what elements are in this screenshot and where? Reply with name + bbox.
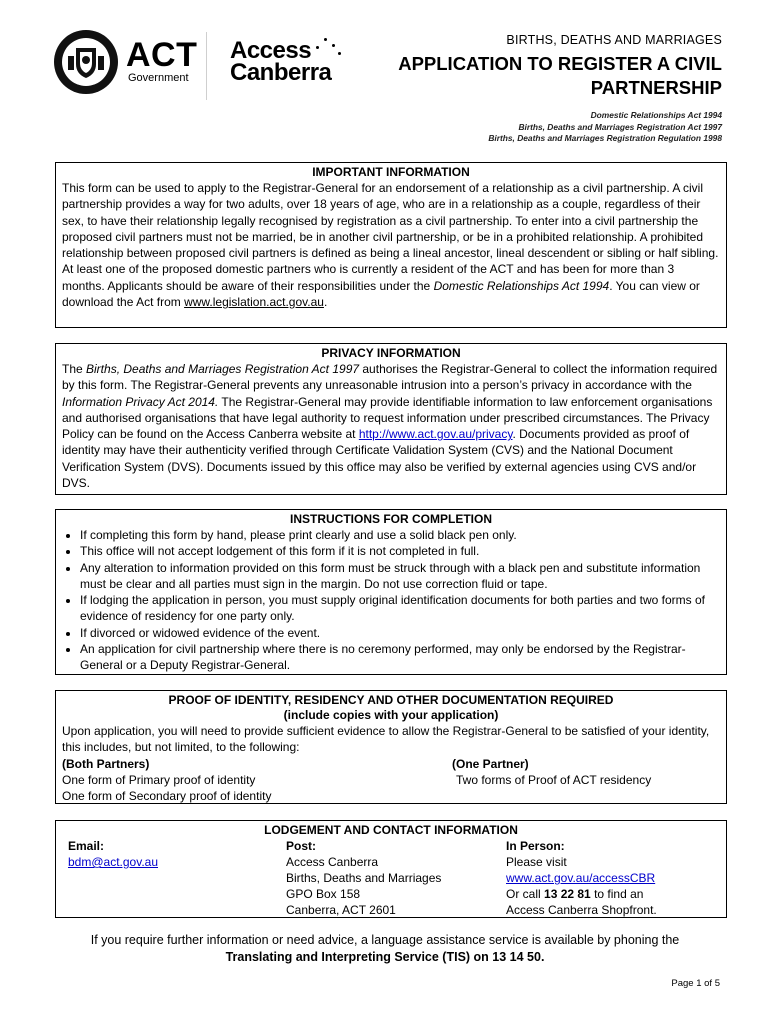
instruction-item: • Any alteration to information provided on this form must be struck through with a black pen and substitute information must be clear and all parties must sign in the margin. Do not use correction fluid or tape. bbox=[80, 560, 720, 593]
proof-text: Upon application, you will need to provide sufficient evidence to allow the Registrar-General to be satisfied of your identity, this includes, but not limited, to the following: bbox=[62, 724, 710, 755]
secondary-proof-item: One form of Secondary proof of identity bbox=[62, 789, 272, 804]
instructions-heading: INSTRUCTIONS FOR COMPLETION bbox=[290, 512, 492, 526]
in-person-visit: Please visit bbox=[506, 855, 567, 869]
form-title-line2: PARTNERSHIP bbox=[590, 77, 722, 98]
page-number: Page 1 of 5 bbox=[671, 978, 720, 989]
post-address-line: GPO Box 158 bbox=[286, 887, 361, 901]
form-title bbox=[382, 52, 722, 100]
further-information-note bbox=[0, 932, 770, 966]
important-information-text: This form can be used to apply to the Registrar-General for an endorsement of a relationship as a civil partnership. A civil partnership provides a way for two adults, over 18 years of age, who are in a relationship as a couple, regardless of their sex, to have their relationship legally recognised by registration as a civil partnership. To enter into a civil partnership the proposed civil partners must not be married, be in another civil partnership, or be in a prohibited relationship. A prohibited relationship between proposed civil partners is defined as being a lineal ancestor, lineal descendent or sibling or half sibling. At least one of the proposed domestic partners who is currently a resident of the ACT and has been for more than 3 months. Applicants should be aware of their responsibilities under the Domestic Relationships Act 1994. You can view or download the Act from www.legislation.act.gov.au. bbox=[62, 181, 719, 310]
legislation-list bbox=[382, 110, 722, 145]
legislation-link[interactable]: www.legislation.act.gov.au bbox=[184, 295, 324, 310]
email-label: Email: bbox=[68, 839, 105, 853]
email-column bbox=[68, 838, 158, 870]
residency-proof-item: Two forms of Proof of ACT residency bbox=[456, 772, 652, 787]
privacy-information-text: The Births, Deaths and Marriages Registration Act 1997 authorises the Registrar-General to collect the information required by this form. The Registrar-General prevents any unreasonable intrusion into a person’s privacy in accordance with the Information Privacy Act 2014. The Registrar-General may provide identifiable information to law enforcement organisations and authorised organisations that have legal authority to request information under prescribed circumstances. The Privacy Policy can be found on the Access Canberra website at http://www.act.gov.au/privacy. Documents provided as proof of identity may have their authenticity verified through Certificate Validation System (CVS) and the National Document Verification System (DVS). Documents issued by this office may also be verified by external agencies using CVS and/or DVS. bbox=[62, 362, 718, 491]
lodgement-columns bbox=[62, 838, 720, 916]
phone-number: 13 22 81 bbox=[544, 887, 591, 901]
government-wordmark: Government bbox=[128, 72, 189, 84]
access-canberra-logo bbox=[230, 37, 360, 100]
post-address-line: Access Canberra bbox=[286, 855, 379, 869]
act-wordmark: ACT bbox=[126, 36, 198, 74]
access-canberra-link[interactable]: www.act.gov.au/accessCBR bbox=[506, 871, 656, 885]
in-person-shopfront: Access Canberra Shopfront. bbox=[506, 903, 657, 917]
legislation-item: Births, Deaths and Marriages Registration Regulation 1998 bbox=[488, 133, 722, 143]
both-partners-column bbox=[62, 756, 271, 805]
important-information-heading: IMPORTANT INFORMATION bbox=[312, 165, 470, 179]
legislation-item: Domestic Relationships Act 1994 bbox=[590, 110, 722, 120]
department-name: BIRTHS, DEATHS AND MARRIAGES bbox=[506, 33, 722, 47]
proof-columns bbox=[62, 756, 720, 804]
instruction-item: • If completing this form by hand, please print clearly and use a solid black pen only. bbox=[80, 527, 720, 543]
instruction-item: • If divorced or widowed evidence of the event. bbox=[80, 625, 720, 641]
important-information-box bbox=[55, 162, 727, 328]
instruction-item: • An application for civil partnership where there is no ceremony performed, may only be endorsed by the Registrar-General or a Deputy Registrar-General. bbox=[80, 641, 720, 674]
post-column bbox=[286, 838, 441, 918]
one-partner-column bbox=[452, 756, 651, 789]
primary-proof-item: One form of Primary proof of identity bbox=[62, 772, 256, 787]
act-reference: Births, Deaths and Marriages Registration Act 1997 bbox=[86, 362, 360, 376]
proof-subheading: (include copies with your application) bbox=[283, 708, 499, 722]
act-reference: Domestic Relationships Act 1994 bbox=[433, 278, 610, 293]
legislation-item: Births, Deaths and Marriages Registration Act 1997 bbox=[518, 121, 722, 132]
lodgement-heading: LODGEMENT AND CONTACT INFORMATION bbox=[264, 823, 518, 837]
in-person-call: Or call 13 22 81 to find an bbox=[506, 887, 644, 901]
one-partner-heading: (One Partner) bbox=[452, 756, 529, 771]
further-information-line1: If you require further information or need advice, a language assistance service is available by phoning the bbox=[90, 933, 680, 947]
act-reference: Information Privacy Act 2014. bbox=[62, 394, 219, 409]
tis-line: Translating and Interpreting Service (TIS) on 13 14 50. bbox=[225, 950, 545, 964]
instruction-item: • This office will not accept lodgement of this form if it is not completed in full. bbox=[80, 543, 720, 559]
proof-heading: PROOF OF IDENTITY, RESIDENCY AND OTHER DOCUMENTATION REQUIRED bbox=[168, 693, 614, 707]
in-person-column bbox=[506, 838, 657, 918]
in-person-label: In Person: bbox=[506, 839, 565, 853]
instructions-list bbox=[62, 527, 720, 674]
instructions-box bbox=[55, 509, 727, 675]
post-address-line: Canberra, ACT 2601 bbox=[286, 903, 396, 917]
page-header bbox=[0, 0, 770, 150]
canberra-wordmark: Canberra bbox=[230, 59, 332, 86]
privacy-information-heading: PRIVACY INFORMATION bbox=[321, 346, 461, 360]
act-crest-icon bbox=[54, 30, 118, 94]
act-government-logo bbox=[54, 30, 204, 100]
form-title-line1: APPLICATION TO REGISTER A CIVIL bbox=[398, 53, 722, 74]
proof-of-identity-box bbox=[55, 690, 727, 804]
access-canberra-dots-icon bbox=[314, 32, 344, 56]
title-area bbox=[382, 32, 722, 145]
access-wordmark: Access bbox=[230, 37, 312, 64]
post-label: Post: bbox=[286, 839, 316, 853]
email-link[interactable]: bdm@act.gov.au bbox=[68, 855, 159, 869]
privacy-information-box bbox=[55, 343, 727, 495]
both-partners-heading: (Both Partners) bbox=[62, 756, 150, 771]
logo-divider bbox=[206, 32, 207, 100]
lodgement-box bbox=[55, 820, 727, 918]
instruction-item: • If lodging the application in person, you must supply original identification documents for both parties and two forms of evidence of residency for one party only. bbox=[80, 592, 720, 625]
post-address-line: Births, Deaths and Marriages bbox=[286, 871, 442, 885]
privacy-policy-link[interactable]: http://www.act.gov.au/privacy bbox=[358, 427, 513, 442]
